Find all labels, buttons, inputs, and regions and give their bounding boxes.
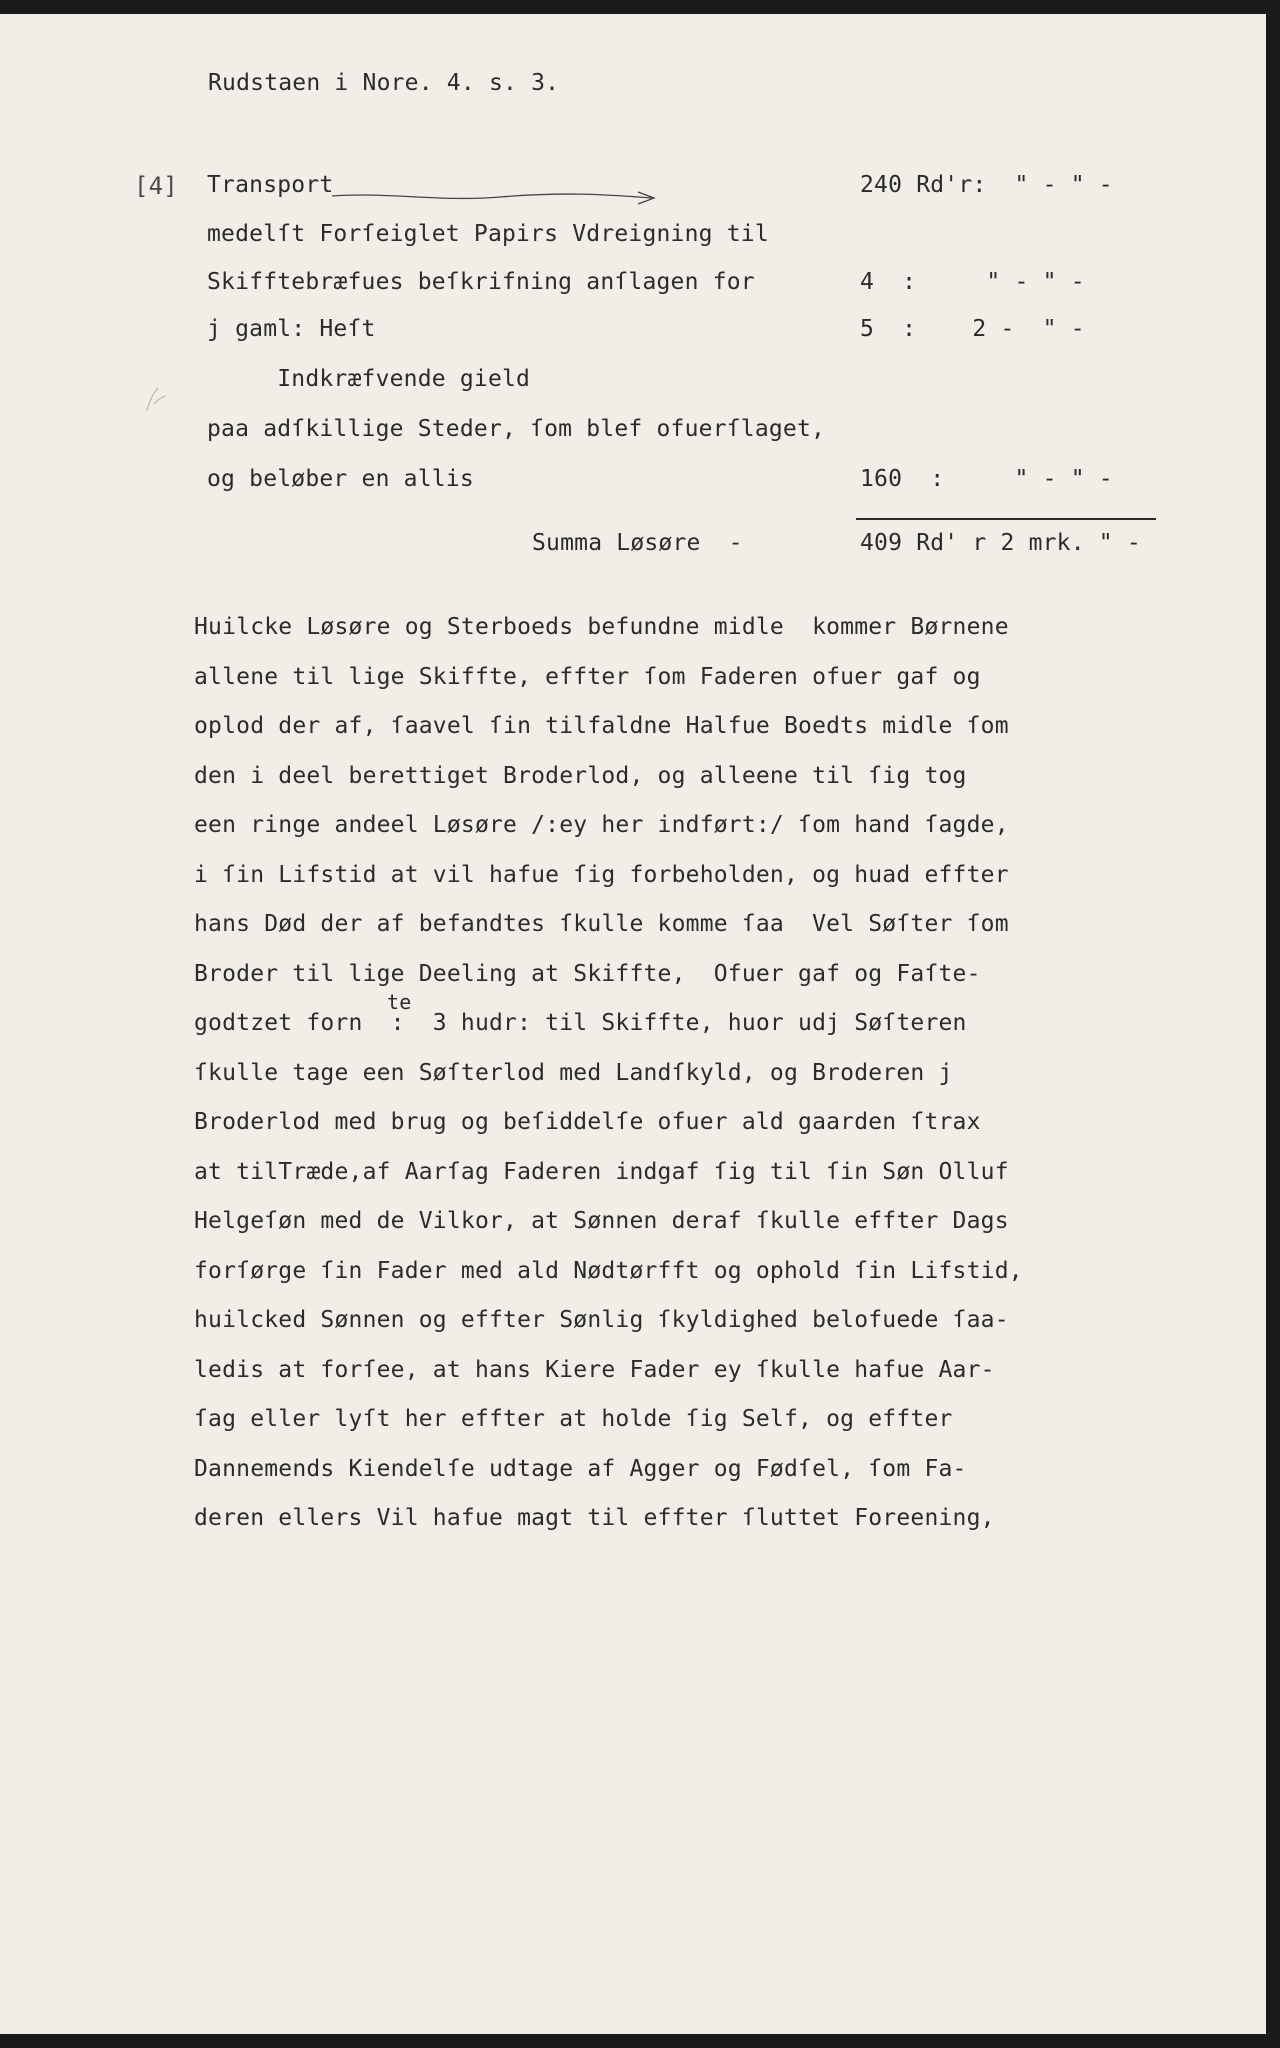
inventory-label: paa adſkillige Steder, ſom blef ofuerſlaget, bbox=[207, 416, 826, 442]
inventory-label: og beløber en allis bbox=[207, 466, 474, 492]
body-line: Broderlod med brug og beſiddelſe ofuer ald gaarden ſtrax bbox=[194, 1109, 981, 1135]
page-marker: [4] bbox=[134, 172, 178, 200]
inventory-label: j gaml: Heſt bbox=[207, 316, 376, 342]
body-line: huilcked Sønnen og effter Sønlig ſkyldighed belofuede ſaa- bbox=[194, 1307, 1009, 1333]
interlinear-insertion: te bbox=[387, 990, 412, 1014]
body-line: hans Død der af befandtes ſkulle komme ſaa Vel Søſter ſom bbox=[194, 911, 1009, 937]
inventory-row bbox=[0, 316, 1266, 350]
body-line: ledis at forſee, at hans Kiere Fader ey ſkulle hafue Aar- bbox=[194, 1357, 995, 1383]
body-line: godtzet forn : 3 hudr: til Skiffte, huor udj Søſteren bbox=[194, 1010, 967, 1036]
inventory-label: Skifftebræfues beſkrifning anſlagen for bbox=[207, 269, 755, 295]
summa-label: Summa Løsøre - bbox=[532, 530, 743, 556]
inventory-amount: 5 : 2 - " - bbox=[860, 316, 1085, 342]
inventory-row bbox=[0, 366, 1266, 400]
inventory-label: medelſt Forſeiglet Papirs Vdreigning til bbox=[207, 221, 769, 247]
inventory-label: Transport bbox=[207, 172, 334, 198]
inventory-amount: 160 : " - " - bbox=[860, 466, 1113, 492]
body-line: deren ellers Vil hafue magt til effter ſluttet Foreening, bbox=[194, 1505, 995, 1531]
body-line: oplod der af, ſaavel ſin tilfaldne Halfue Boedts midle ſom bbox=[194, 713, 1009, 739]
summa-amount: 409 Rd' r 2 mrk. " - bbox=[860, 530, 1141, 556]
inventory-row bbox=[0, 221, 1266, 255]
pencil-mark bbox=[144, 384, 168, 414]
document-page bbox=[0, 14, 1266, 2034]
body-line: Dannemends Kiendelſe udtage af Agger og Fødſel, ſom Fa- bbox=[194, 1456, 967, 1482]
body-line: ſag eller lyſt her effter at holde ſig Self, og effter bbox=[194, 1406, 953, 1432]
body-line: forſørge ſin Fader med ald Nødtørfft og ophold ſin Lifstid, bbox=[194, 1258, 1023, 1284]
body-line: Huilcke Løsøre og Sterboeds befundne midle kommer Børnene bbox=[194, 614, 1009, 640]
inventory-row bbox=[0, 172, 1266, 206]
body-line: i ſin Lifstid at vil hafue ſig forbeholden, og huad effter bbox=[194, 862, 1009, 888]
page-heading: Rudstaen i Nore. 4. s. 3. bbox=[208, 70, 560, 96]
inventory-row bbox=[0, 269, 1266, 303]
inventory-row bbox=[0, 416, 1266, 450]
body-line: ſkulle tage een Søſterlod med Landſkyld, og Broderen j bbox=[194, 1060, 953, 1086]
body-line: Broder til lige Deeling at Skiffte, Ofuer gaf og Faſte- bbox=[194, 961, 981, 987]
body-line: Helgeſøn med de Vilkor, at Sønnen deraf ſkulle effter Dags bbox=[194, 1208, 1009, 1234]
summa-row bbox=[0, 530, 1266, 564]
sum-underline bbox=[856, 518, 1156, 520]
body-line: een ringe andeel Løsøre /:ey her indført:/ ſom hand ſagde, bbox=[194, 812, 1009, 838]
inventory-row bbox=[0, 466, 1266, 500]
inventory-label: Indkræfvende gield bbox=[207, 366, 531, 392]
body-line: at tilTræde,af Aarſag Faderen indgaf ſig til ſin Søn Olluf bbox=[194, 1159, 1009, 1185]
inventory-amount: 240 Rd'r: " - " - bbox=[860, 172, 1113, 198]
body-line: den i deel berettiget Broderlod, og alleene til ſig tog bbox=[194, 763, 967, 789]
inventory-amount: 4 : " - " - bbox=[860, 269, 1085, 295]
body-line: allene til lige Skiffte, effter ſom Faderen ofuer gaf og bbox=[194, 664, 981, 690]
